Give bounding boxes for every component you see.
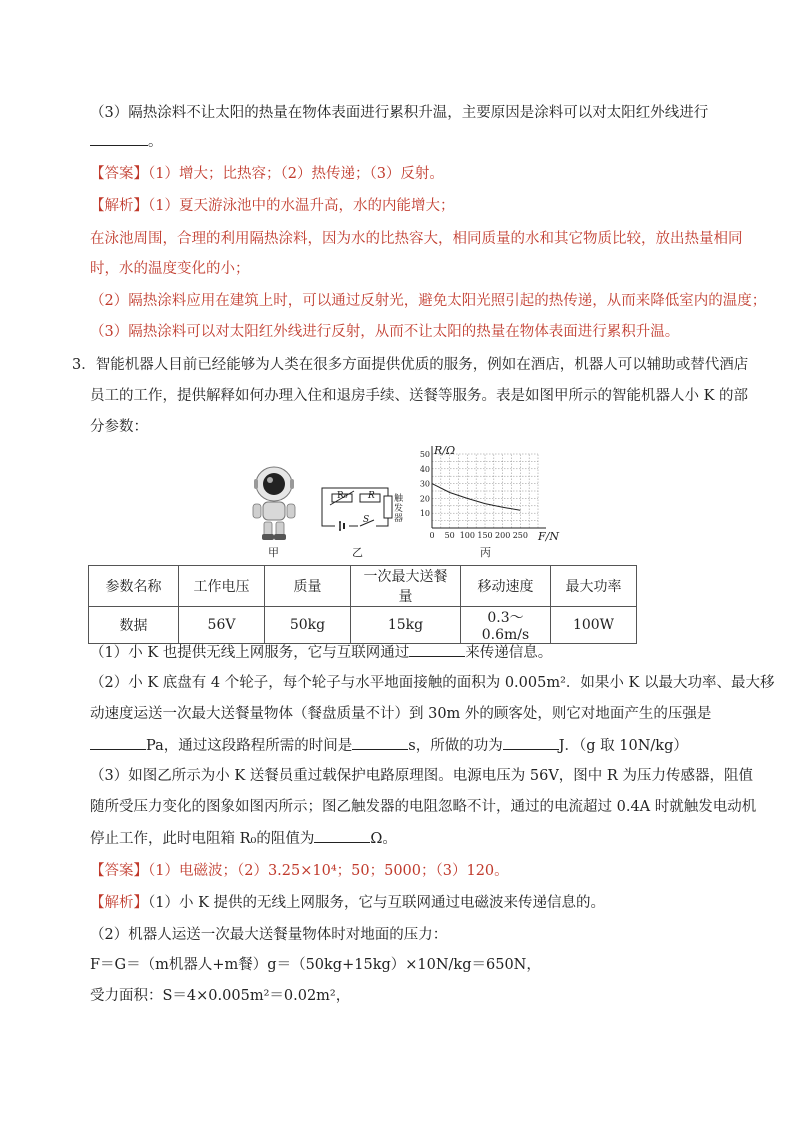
x-tick-label: 150 [477, 531, 493, 540]
q2-part3-line1: （3）隔热涂料不让太阳的热量在物体表面进行累积升温，主要原因是涂料可以对太阳红外线进行 [90, 105, 709, 121]
q3-analysis-line3: F＝G＝（m机器人+m餐）g＝（50kg+15kg）×10N/kg＝650N， [90, 957, 541, 973]
answer-blank [409, 642, 465, 657]
table-cell: 数据 [89, 607, 179, 644]
r-label: R [368, 491, 375, 501]
y-tick-label: 50 [419, 450, 430, 459]
q3-part3-line1: （3）如图乙所示为小 K 送餐员重过载保护电路原理图。电源电压为 56V，图中 R 为压力传感器，阻值 [90, 768, 753, 784]
table-cell: 50kg [265, 607, 351, 644]
parameter-table [88, 565, 637, 644]
table-row [89, 607, 637, 644]
answer-blank [314, 828, 370, 843]
q2-analysis-line1: 【解析】（1）夏天游泳池中的水温升高，水的内能增大； [90, 198, 455, 214]
x-tick-label: 200 [495, 531, 511, 540]
y-tick-label: 40 [419, 464, 430, 474]
answer-blank [503, 735, 559, 750]
x-tick-label: 250 [512, 531, 528, 540]
q3-analysis-line4: 受力面积：S＝4×0.005m²＝0.02m²， [90, 988, 351, 1004]
x-tick-label: 50 [444, 531, 455, 540]
x-axis-label: F/N [538, 530, 559, 543]
q2-part3-line2: 。 [90, 131, 163, 152]
q3-answer: 【答案】（1）电磁波；（2）3.25×10⁴；50；5000；（3）120。 [90, 863, 509, 879]
robot-illustration [248, 462, 300, 542]
caption-jia: 甲 [268, 546, 279, 559]
q3-part3-line2: 随所受压力变化的图象如图丙所示；图乙触发器的电阻忽略不计，通过的电流超过 0.4A 时就触发电动机 [90, 799, 757, 815]
q3-part1: （1）小 K 也提供无线上网服务，它与互联网通过 来传递信息。 [90, 642, 552, 663]
q3-stem-line2: 员工的工作，提供解释如何办理入住和退房手续、送餐等服务。表是如图甲所示的智能机器人小 K 的部 [90, 388, 749, 404]
q2-analysis-line2: 在泳池周围，合理的利用隔热涂料，因为水的比热容大，相同质量的水和其它物质比较，放出热量相同 [90, 231, 743, 247]
caption-yi: 乙 [352, 546, 363, 559]
x-tick-label: 100 [459, 531, 475, 540]
table-header-cell: 移动速度 [461, 566, 551, 607]
table-header-cell: 一次最大送餐量 [351, 566, 461, 607]
q3-part2-line1: （2）小 K 底盘有 4 个轮子，每个轮子与水平地面接触的面积为 0.005m²．如果小 K 以最大功率、最大移 [90, 675, 775, 691]
table-header-cell: 参数名称 [89, 566, 179, 607]
q3-analysis-line1: 【解析】（1）小 K 提供的无线上网服务，它与互联网通过电磁波来传递信息的。 [90, 895, 606, 911]
y-tick-label: 20 [419, 494, 430, 504]
y-tick-label: 10 [419, 509, 430, 519]
circuit-diagram [318, 482, 404, 538]
q2-answer: 【答案】（1）增大；比热容；（2）热传递；（3）反射。 [90, 166, 444, 182]
table-header-row [89, 566, 637, 607]
q3-stem-line3: 分参数： [90, 419, 148, 435]
resistance-force-graph [418, 444, 548, 544]
q3-analysis-line2: （2）机器人运送一次最大送餐量物体时对地面的压力： [90, 927, 448, 943]
x-tick-label: 0 [429, 531, 435, 540]
answer-blank [90, 131, 148, 146]
y-axis-label: R/Ω [434, 444, 456, 457]
q2-analysis-line5: （3）隔热涂料可以对太阳红外线进行反射，从而不让太阳的热量在物体表面进行累积升温。 [90, 324, 680, 340]
answer-blank [90, 735, 146, 750]
answer-blank [352, 735, 408, 750]
r0-label: R₀ [337, 491, 348, 501]
q3-stem-line1: 3．智能机器人目前已经能够为人类在很多方面提供优质的服务，例如在酒店，机器人可以辅助或替代酒店 [72, 357, 749, 373]
table-cell: 15kg [351, 607, 461, 644]
switch-label: S [363, 515, 370, 525]
table-header-cell: 工作电压 [179, 566, 265, 607]
q2-analysis-line4: （2）隔热涂料应用在建筑上时，可以通过反射光，避免太阳光照引起的热传递，从而来降低室内的温度； [90, 293, 767, 309]
q3-part2-line3: Pa，通过这段路程所需的时间是 s，所做的功为 J．（g 取 10N/kg） [90, 735, 688, 756]
trigger-label: 触发器 [394, 494, 404, 524]
caption-bing: 丙 [480, 546, 491, 559]
table-header-cell: 质量 [265, 566, 351, 607]
table-cell: 0.3～0.6m/s [461, 607, 551, 644]
table-cell: 100W [551, 607, 637, 644]
table-header-cell: 最大功率 [551, 566, 637, 607]
q3-part3-line3: 停止工作，此时电阻箱 R₀的阻值为 Ω。 [90, 828, 397, 849]
q2-analysis-line3: 时，水的温度变化的小； [90, 261, 250, 277]
q3-part2-line2: 动速度运送一次最大送餐量物体（餐盘质量不计）到 30m 外的顾客处，则它对地面产生的压强是 [90, 706, 712, 722]
y-tick-label: 30 [419, 479, 430, 489]
table-cell: 56V [179, 607, 265, 644]
